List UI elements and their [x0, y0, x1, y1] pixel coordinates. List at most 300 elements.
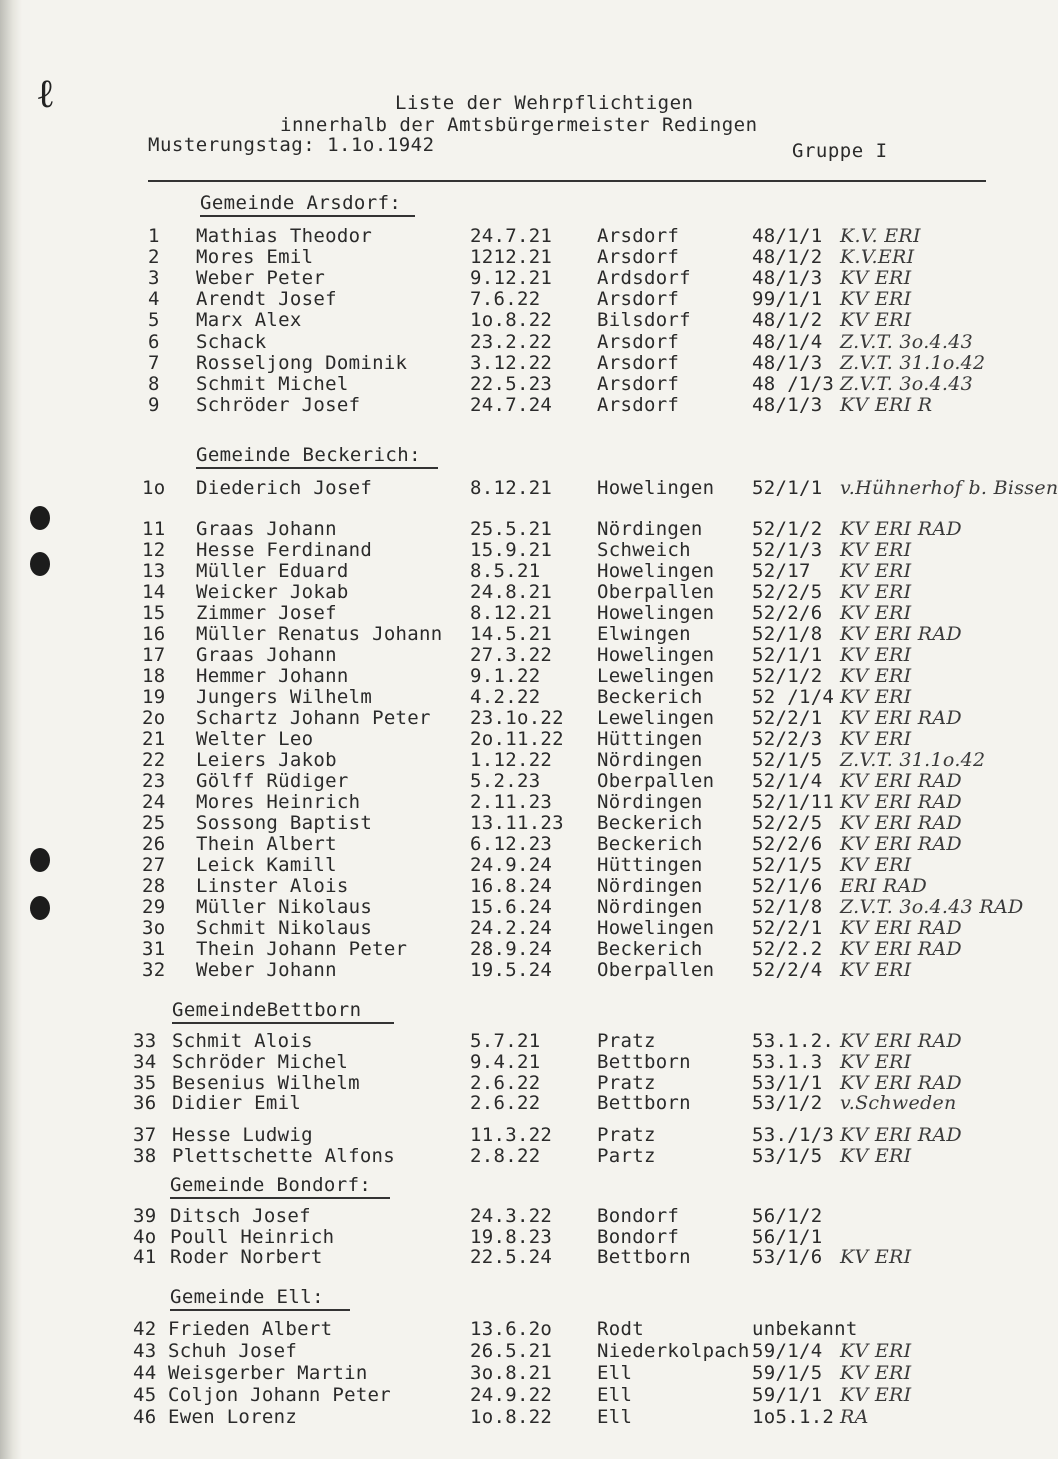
birth-date: 2.8.22	[470, 1145, 541, 1167]
handwritten-note: KV ERI	[840, 1384, 912, 1406]
handwritten-note: Z.V.T. 31.1o.42	[840, 749, 986, 771]
residence: Bondorf	[597, 1205, 680, 1227]
birth-date: 5.2.23	[470, 770, 541, 792]
list-row	[0, 665, 1023, 687]
person-name: Mores Emil	[196, 246, 314, 268]
register-code: 52/1/1	[752, 644, 823, 666]
gruppe-label: Gruppe I	[792, 140, 888, 162]
register-code: 52/1/5	[752, 854, 823, 876]
list-row	[0, 1406, 1023, 1428]
birth-date: 1212.21	[470, 246, 553, 268]
row-number: 4o	[133, 1226, 157, 1248]
list-row	[0, 938, 1023, 960]
person-name: Schack	[196, 331, 267, 353]
birth-date: 14.5.21	[470, 623, 553, 645]
row-number: 2	[148, 246, 160, 268]
list-row	[0, 623, 1023, 645]
register-code: 52/2/6	[752, 833, 823, 855]
register-code: 48/1/3	[752, 267, 823, 289]
residence: Nördingen	[597, 749, 703, 771]
residence: Howelingen	[597, 602, 715, 624]
list-row	[0, 707, 1023, 729]
section-title: GemeindeBettborn	[172, 999, 362, 1021]
row-number: 8	[148, 373, 160, 395]
register-code: 1o5.1.2	[752, 1406, 835, 1428]
list-row	[0, 331, 1023, 353]
handwritten-note: KV ERI RAD	[840, 1030, 962, 1052]
row-number: 12	[142, 539, 166, 561]
list-row	[0, 518, 1023, 540]
register-code: 52/1/2	[752, 665, 823, 687]
title-line-1: Liste der Wehrpflichtigen	[395, 92, 694, 114]
register-code: 52/1/2	[752, 518, 823, 540]
handwritten-note: Z.V.T. 31.1o.42	[840, 352, 986, 374]
list-row	[0, 875, 1023, 897]
person-name: Müller Eduard	[196, 560, 349, 582]
person-name: Ewen Lorenz	[168, 1406, 298, 1428]
list-row	[0, 1051, 1023, 1073]
birth-date: 24.7.24	[470, 394, 553, 416]
residence: Howelingen	[597, 917, 715, 939]
birth-date: 7.6.22	[470, 288, 541, 310]
birth-date: 26.5.21	[470, 1340, 553, 1362]
register-code: 52/2/1	[752, 917, 823, 939]
birth-date: 3o.8.21	[470, 1362, 553, 1384]
birth-date: 9.1.22	[470, 665, 541, 687]
list-row	[0, 1205, 1023, 1227]
handwritten-note: KV ERI RAD	[840, 518, 962, 540]
row-number: 32	[142, 959, 166, 981]
row-number: 25	[142, 812, 166, 834]
list-row	[0, 896, 1023, 918]
residence: Ell	[597, 1362, 633, 1384]
row-number: 44	[133, 1362, 157, 1384]
handwritten-note: ERI RAD	[840, 875, 928, 897]
list-row	[0, 644, 1023, 666]
list-row	[0, 267, 1023, 289]
person-name: Hesse Ferdinand	[196, 539, 373, 561]
person-name: Jungers Wilhelm	[196, 686, 373, 708]
handwritten-note: KV ERI RAD	[840, 1124, 962, 1146]
birth-date: 24.9.22	[470, 1384, 553, 1406]
row-number: 5	[148, 309, 160, 331]
register-code: 48/1/4	[752, 331, 823, 353]
handwritten-note: v.Schweden	[840, 1092, 957, 1114]
row-number: 29	[142, 896, 166, 918]
residence: Beckerich	[597, 833, 703, 855]
person-name: Schmit Nikolaus	[196, 917, 373, 939]
residence: Oberpallen	[597, 770, 715, 792]
handwritten-note: KV ERI	[840, 560, 912, 582]
residence: Pratz	[597, 1124, 656, 1146]
row-number: 33	[133, 1030, 157, 1052]
birth-date: 11.3.22	[470, 1124, 553, 1146]
handwritten-note: KV ERI RAD	[840, 938, 962, 960]
section-title: Gemeinde Arsdorf:	[200, 192, 402, 214]
row-number: 28	[142, 875, 166, 897]
list-row	[0, 246, 1023, 268]
row-number: 39	[133, 1205, 157, 1227]
list-row	[0, 1072, 1023, 1094]
section-title: Gemeinde Ell:	[170, 1286, 324, 1308]
title-line-2: innerhalb der Amtsbürgermeister Redingen	[280, 114, 758, 136]
register-code: 48 /1/3	[752, 373, 835, 395]
person-name: Hesse Ludwig	[172, 1124, 313, 1146]
list-row	[0, 225, 1023, 247]
row-number: 3	[148, 267, 160, 289]
list-row	[0, 1226, 1023, 1248]
residence: Ardsdorf	[597, 267, 691, 289]
birth-date: 15.9.21	[470, 539, 553, 561]
register-code: 52/1/8	[752, 896, 823, 918]
person-name: Frieden Albert	[168, 1318, 333, 1340]
row-number: 1o	[142, 477, 166, 499]
birth-date: 2o.11.22	[470, 728, 564, 750]
section-underline	[172, 1022, 394, 1024]
birth-date: 9.12.21	[470, 267, 553, 289]
person-name: Leick Kamill	[196, 854, 337, 876]
handwritten-note: KV ERI	[840, 644, 912, 666]
residence: Nördingen	[597, 791, 703, 813]
handwritten-note: K.V.ERI	[840, 246, 915, 268]
register-code: 52 /1/4	[752, 686, 835, 708]
list-row	[0, 581, 1023, 603]
handwritten-note: KV ERI	[840, 1246, 912, 1268]
residence: Hüttingen	[597, 854, 703, 876]
register-code: 52/2/6	[752, 602, 823, 624]
residence: Bettborn	[597, 1246, 691, 1268]
register-code: 53/1/2	[752, 1092, 823, 1114]
handwritten-note: KV ERI	[840, 581, 912, 603]
birth-date: 13.6.2o	[470, 1318, 553, 1340]
residence: Arsdorf	[597, 288, 680, 310]
register-code: 48/1/1	[752, 225, 823, 247]
person-name: Weicker Jokab	[196, 581, 349, 603]
row-number: 34	[133, 1051, 157, 1073]
row-number: 1	[148, 225, 160, 247]
register-code: 48/1/3	[752, 394, 823, 416]
residence: Arsdorf	[597, 331, 680, 353]
row-number: 17	[142, 644, 166, 666]
person-name: Didier Emil	[172, 1092, 302, 1114]
row-number: 26	[142, 833, 166, 855]
birth-date: 25.5.21	[470, 518, 553, 540]
handwritten-note: KV ERI RAD	[840, 1072, 962, 1094]
person-name: Zimmer Josef	[196, 602, 337, 624]
handwritten-note: KV ERI R	[840, 394, 933, 416]
person-name: Schmit Alois	[172, 1030, 313, 1052]
residence: Beckerich	[597, 686, 703, 708]
row-number: 41	[133, 1246, 157, 1268]
residence: Pratz	[597, 1030, 656, 1052]
birth-date: 2.6.22	[470, 1092, 541, 1114]
handwritten-note: v.Hühnerhof b. Bissen	[840, 477, 1058, 499]
register-code: 52/2.2	[752, 938, 823, 960]
section-underline	[170, 1197, 390, 1199]
handwritten-note: Z.V.T. 3o.4.43	[840, 331, 974, 353]
residence: Lewelingen	[597, 665, 715, 687]
handwritten-note: KV ERI RAD	[840, 770, 962, 792]
handwritten-note: K.V. ERI	[840, 225, 921, 247]
residence: Nördingen	[597, 875, 703, 897]
birth-date: 22.5.23	[470, 373, 553, 395]
row-number: 38	[133, 1145, 157, 1167]
person-name: Besenius Wilhelm	[172, 1072, 360, 1094]
handwritten-note: KV ERI	[840, 1145, 912, 1167]
list-row	[0, 791, 1023, 813]
birth-date: 24.7.21	[470, 225, 553, 247]
residence: Rodt	[597, 1318, 644, 1340]
handwritten-note: KV ERI	[840, 728, 912, 750]
residence: Bettborn	[597, 1092, 691, 1114]
register-code: 56/1/2	[752, 1205, 823, 1227]
person-name: Welter Leo	[196, 728, 314, 750]
row-number: 16	[142, 623, 166, 645]
birth-date: 19.5.24	[470, 959, 553, 981]
list-row	[0, 288, 1023, 310]
section-underline	[170, 1309, 350, 1311]
person-name: Schuh Josef	[168, 1340, 298, 1362]
residence: Ell	[597, 1384, 633, 1406]
register-code: 52/2/1	[752, 707, 823, 729]
residence: Nördingen	[597, 896, 703, 918]
row-number: 14	[142, 581, 166, 603]
handwritten-note: Z.V.T. 3o.4.43	[840, 373, 974, 395]
row-number: 21	[142, 728, 166, 750]
register-code: 59/1/1	[752, 1384, 823, 1406]
person-name: Thein Johann Peter	[196, 938, 408, 960]
person-name: Schröder Josef	[196, 394, 361, 416]
row-number: 35	[133, 1072, 157, 1094]
person-name: Thein Albert	[196, 833, 337, 855]
list-row	[0, 1124, 1023, 1146]
list-row	[0, 309, 1023, 331]
row-number: 3o	[142, 917, 166, 939]
residence: Pratz	[597, 1072, 656, 1094]
handwritten-note: KV ERI RAD	[840, 707, 962, 729]
person-name: Mores Heinrich	[196, 791, 361, 813]
birth-date: 3.12.22	[470, 352, 553, 374]
residence: Howelingen	[597, 644, 715, 666]
residence: Arsdorf	[597, 373, 680, 395]
register-code: 52/2/3	[752, 728, 823, 750]
row-number: 37	[133, 1124, 157, 1146]
list-row	[0, 1145, 1023, 1167]
person-name: Roder Norbert	[170, 1246, 323, 1268]
birth-date: 24.8.21	[470, 581, 553, 603]
handwritten-note: KV ERI	[840, 1362, 912, 1384]
person-name: Diederich Josef	[196, 477, 373, 499]
handwritten-note: KV ERI	[840, 539, 912, 561]
birth-date: 5.7.21	[470, 1030, 541, 1052]
birth-date: 1o.8.22	[470, 309, 553, 331]
person-name: Linster Alois	[196, 875, 349, 897]
row-number: 13	[142, 560, 166, 582]
birth-date: 19.8.23	[470, 1226, 553, 1248]
person-name: Müller Renatus Johann	[196, 623, 443, 645]
header-rule	[148, 180, 986, 182]
birth-date: 8.5.21	[470, 560, 541, 582]
residence: Arsdorf	[597, 246, 680, 268]
residence: Arsdorf	[597, 225, 680, 247]
register-code: 52/17	[752, 560, 811, 582]
handwritten-note: KV ERI	[840, 602, 912, 624]
row-number: 46	[133, 1406, 157, 1428]
row-number: 24	[142, 791, 166, 813]
register-code: 52/1/4	[752, 770, 823, 792]
list-row	[0, 560, 1023, 582]
row-number: 11	[142, 518, 166, 540]
person-name: Plettschette Alfons	[172, 1145, 396, 1167]
residence: Beckerich	[597, 938, 703, 960]
handwritten-note: KV ERI	[840, 309, 912, 331]
person-name: Schröder Michel	[172, 1051, 349, 1073]
handwritten-note: KV ERI RAD	[840, 812, 962, 834]
list-row	[0, 394, 1023, 416]
person-name: Hemmer Johann	[196, 665, 349, 687]
list-row	[0, 854, 1023, 876]
register-code: 53/1/5	[752, 1145, 823, 1167]
residence: Schweich	[597, 539, 691, 561]
birth-date: 22.5.24	[470, 1246, 553, 1268]
residence: Oberpallen	[597, 581, 715, 603]
register-code: 53/1/1	[752, 1072, 823, 1094]
birth-date: 15.6.24	[470, 896, 553, 918]
register-code: 52/1/3	[752, 539, 823, 561]
register-code: 99/1/1	[752, 288, 823, 310]
list-row	[0, 917, 1023, 939]
birth-date: 28.9.24	[470, 938, 553, 960]
muster-date: Musterungstag: 1.1o.1942	[148, 134, 435, 156]
handwritten-note: KV ERI RAD	[840, 833, 962, 855]
residence: Nördingen	[597, 518, 703, 540]
list-row	[0, 1030, 1023, 1052]
list-row	[0, 959, 1023, 981]
register-code: 52/2/4	[752, 959, 823, 981]
list-row	[0, 602, 1023, 624]
handwritten-note: KV ERI	[840, 1051, 912, 1073]
register-code: 52/1/8	[752, 623, 823, 645]
residence: Howelingen	[597, 560, 715, 582]
list-row	[0, 770, 1023, 792]
list-row	[0, 373, 1023, 395]
section-title: Gemeinde Beckerich:	[196, 444, 421, 466]
row-number: 36	[133, 1092, 157, 1114]
residence: Arsdorf	[597, 394, 680, 416]
birth-date: 2.11.23	[470, 791, 553, 813]
person-name: Coljon Johann Peter	[168, 1384, 392, 1406]
person-name: Arendt Josef	[196, 288, 337, 310]
residence: Oberpallen	[597, 959, 715, 981]
person-name: Mathias Theodor	[196, 225, 373, 247]
register-code: 52/1/5	[752, 749, 823, 771]
margin-mark: ℓ	[38, 70, 53, 117]
birth-date: 23.2.22	[470, 331, 553, 353]
handwritten-note: KV ERI	[840, 665, 912, 687]
handwritten-note: Z.V.T. 3o.4.43 RAD	[840, 896, 1024, 918]
list-row	[0, 812, 1023, 834]
birth-date: 8.12.21	[470, 602, 553, 624]
person-name: Marx Alex	[196, 309, 302, 331]
row-number: 45	[133, 1384, 157, 1406]
register-code: 52/1/6	[752, 875, 823, 897]
register-code: 53.1.2.	[752, 1030, 835, 1052]
row-number: 9	[148, 394, 160, 416]
register-code: 52/2/5	[752, 812, 823, 834]
handwritten-note: KV ERI	[840, 288, 912, 310]
register-code: 48/1/2	[752, 246, 823, 268]
list-row	[0, 1340, 1023, 1362]
birth-date: 23.1o.22	[470, 707, 564, 729]
residence: Beckerich	[597, 812, 703, 834]
list-row	[0, 833, 1023, 855]
row-number: 18	[142, 665, 166, 687]
handwritten-note: KV ERI	[840, 959, 912, 981]
register-code: 52/1/11	[752, 791, 835, 813]
residence: Partz	[597, 1145, 656, 1167]
list-row	[0, 1362, 1023, 1384]
residence: Bettborn	[597, 1051, 691, 1073]
handwritten-note: RA	[840, 1406, 869, 1428]
register-code: unbekannt	[752, 1318, 858, 1340]
list-row	[0, 477, 1058, 499]
handwritten-note: KV ERI RAD	[840, 917, 962, 939]
section-title: Gemeinde Bondorf:	[170, 1174, 372, 1196]
row-number: 43	[133, 1340, 157, 1362]
register-code: 52/2/5	[752, 581, 823, 603]
register-code: 56/1/1	[752, 1226, 823, 1248]
row-number: 4	[148, 288, 160, 310]
list-row	[0, 1384, 1023, 1406]
row-number: 7	[148, 352, 160, 374]
residence: Howelingen	[597, 477, 715, 499]
person-name: Graas Johann	[196, 518, 337, 540]
handwritten-note: KV ERI	[840, 1340, 912, 1362]
residence: Lewelingen	[597, 707, 715, 729]
list-row	[0, 1092, 1023, 1114]
residence: Bilsdorf	[597, 309, 691, 331]
row-number: 15	[142, 602, 166, 624]
handwritten-note: KV ERI RAD	[840, 623, 962, 645]
register-code: 53/1/6	[752, 1246, 823, 1268]
person-name: Ditsch Josef	[170, 1205, 311, 1227]
handwritten-note: KV ERI	[840, 267, 912, 289]
birth-date: 1.12.22	[470, 749, 553, 771]
birth-date: 24.2.24	[470, 917, 553, 939]
residence: Elwingen	[597, 623, 691, 645]
residence: Arsdorf	[597, 352, 680, 374]
row-number: 23	[142, 770, 166, 792]
handwritten-note: KV ERI RAD	[840, 791, 962, 813]
section-underline	[196, 467, 438, 469]
person-name: Graas Johann	[196, 644, 337, 666]
birth-date: 24.9.24	[470, 854, 553, 876]
person-name: Weber Johann	[196, 959, 337, 981]
person-name: Rosseljong Dominik	[196, 352, 408, 374]
row-number: 27	[142, 854, 166, 876]
person-name: Gölff Rüdiger	[196, 770, 349, 792]
birth-date: 13.11.23	[470, 812, 564, 834]
birth-date: 27.3.22	[470, 644, 553, 666]
person-name: Schmit Michel	[196, 373, 349, 395]
register-code: 48/1/3	[752, 352, 823, 374]
birth-date: 9.4.21	[470, 1051, 541, 1073]
person-name: Müller Nikolaus	[196, 896, 373, 918]
person-name: Weisgerber Martin	[168, 1362, 368, 1384]
birth-date: 16.8.24	[470, 875, 553, 897]
register-code: 52/1/1	[752, 477, 823, 499]
list-row	[0, 1246, 1023, 1268]
